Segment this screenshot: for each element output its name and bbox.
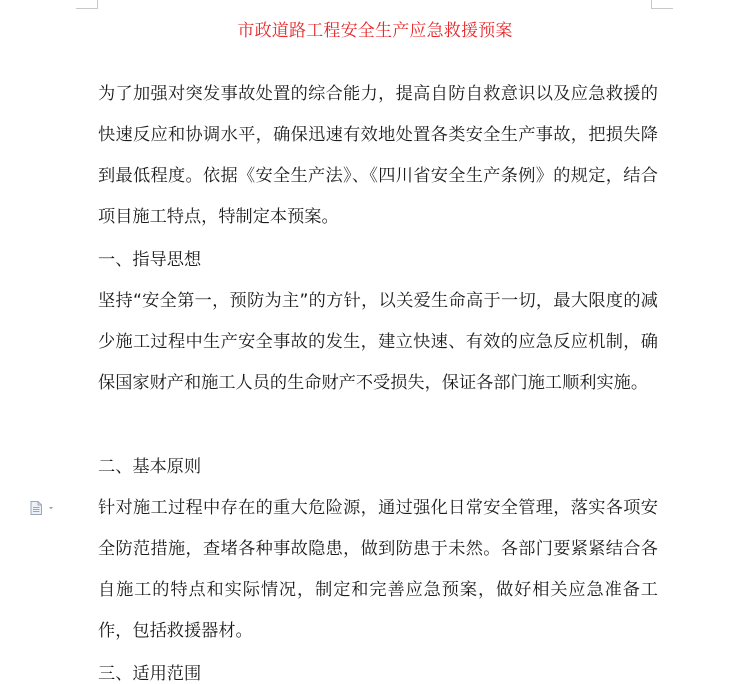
section-heading-basic-principles: 二、基本原则 (98, 457, 202, 477)
intro-paragraph: 为了加强对突发事故处置的综合能力，提高自防自救意识以及应急救援的快速反应和协调水平，确保迅速有效地处置各类安全生产事故，把损失降到最低程度。依据《安全生产法》、《四川省安全生产条例》的规定，结合项目施工特点，特制定本预案。 (98, 84, 658, 227)
crop-mark-top-right-vertical (651, 0, 652, 9)
section-body-basic-principles: 针对施工过程中存在的重大危险源，通过强化日常安全管理，落实各项安全防范措施，查堵各种事故隐患，做到防患于未然。各部门要紧紧结合各自施工的特点和实际情况，制定和完善应急预案，做好相关应急准备工作，包括救援器材。 (98, 498, 658, 641)
document-options-icon[interactable] (30, 500, 56, 514)
section-heading-scope: 三、适用范围 (98, 664, 202, 684)
crop-mark-top-left-vertical (97, 0, 98, 9)
section-heading-guiding-ideology: 一、指导思想 (98, 250, 202, 270)
document-options-icon-svg (30, 501, 56, 515)
crop-mark-top-left-horizontal (76, 8, 98, 9)
section-body-guiding-ideology: 坚持“安全第一，预防为主”的方针，以关爱生命高于一切，最大限度的减少施工过程中生产安全事故的发生，建立快速、有效的应急反应机制，确保国家财产和施工人员的生命财产不受损失，保证各部门施工顺利实施。 (98, 291, 658, 393)
crop-mark-top-right-horizontal (651, 8, 673, 9)
document-title: 市政道路工程安全生产应急救援预案 (237, 21, 513, 41)
